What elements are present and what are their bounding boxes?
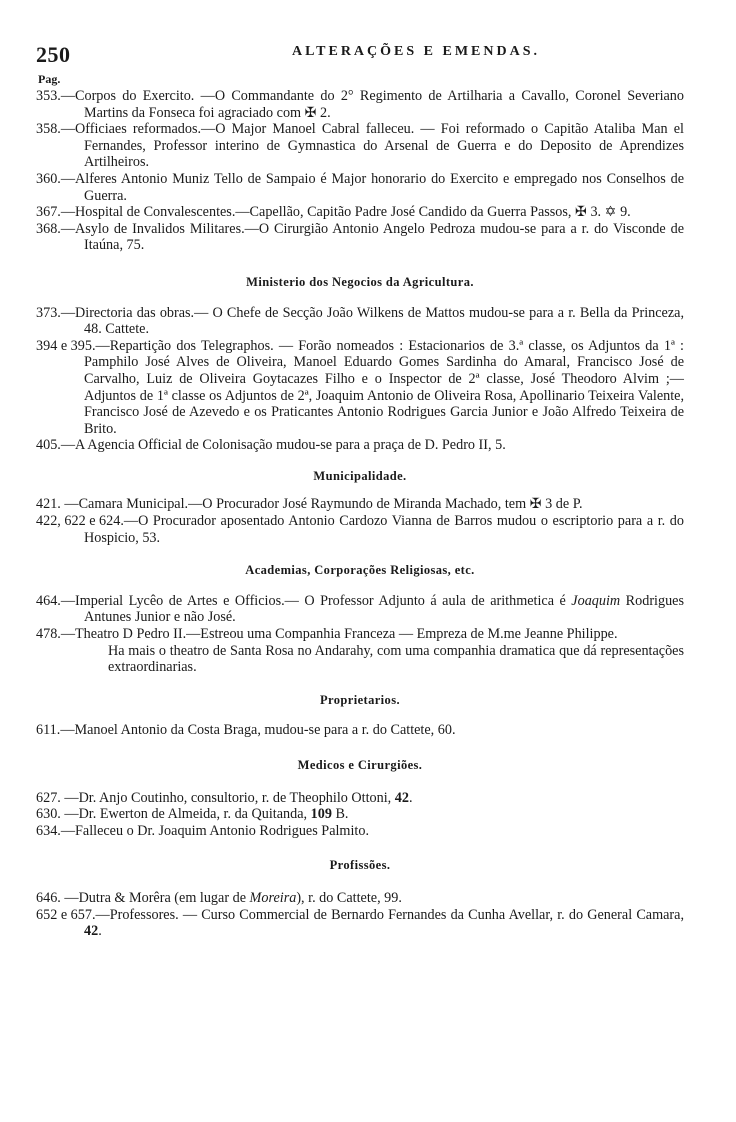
entry-text: —Manoel Antonio da Costa Braga, mudou-se para a r. do Cattete, 60.: [60, 722, 456, 739]
entry-number: 367.: [36, 204, 61, 221]
entry-number: 353.: [36, 88, 61, 104]
entry-number: 394 e 395.: [36, 337, 96, 354]
entry-number: 360.: [36, 170, 61, 187]
entry-394-395: [36, 338, 684, 438]
section-heading-agricultura: Ministerio dos Negocios da Agricultura.: [246, 274, 474, 289]
entry-text-bold: 42: [84, 923, 99, 940]
entry-368: [36, 221, 684, 254]
entry-652-657: [36, 907, 684, 940]
entry-text: —Repartição dos Telegraphos. — Forão nomeados : Estacionarios de 3.ª classe, os Adjuntos da 1ª : Pamphilo José Alves de Oliveira, Manoel Eduardo Gomes Sardinha do Amaral, Francisco José de Carvalho, Luiz de Oliveira Goytacazes Filho e o Inspector de 2ª classe, José Theodoro Alvim ;—Adjuntos de 1ª classe os Adjuntos de 2ª, Joaquim Antonio de Oliveira Rosa, Apollinario Teixeira Valente, Francisco José de Azevedo e os Praticantes Antonio Rodrigues Garcia Junior e João Alfredo Teixeira de Brito.: [84, 337, 684, 437]
entry-373: [36, 305, 684, 338]
entry-number: 630.: [36, 806, 61, 823]
entry-630: [36, 806, 684, 823]
entry-number: 464.: [36, 592, 61, 609]
entry-text: ), r. do Cattete, 99.: [296, 889, 402, 906]
entry-number: 368.: [36, 220, 61, 237]
entry-text: —Professores. — Curso Commercial de Bernardo Fernandes da Cunha Avellar, r. do General Camara,: [95, 906, 684, 923]
section-heading-academias: Academias, Corporações Religiosas, etc.: [245, 563, 475, 578]
page-header: [36, 40, 696, 70]
entry-text: —Dr. Anjo Coutinho, consultorio, r. de Theophilo Ottoni,: [60, 789, 395, 806]
running-title: ALTERAÇÕES E EMENDAS.: [291, 44, 541, 59]
entry-text: —Corpos do Exercito. —O Commandante do 2° Regimento de Artilharia a Cavallo, Coronel Severiano Martins da Fonseca foi agraciado com ✠ 2.: [60, 88, 684, 121]
entry-353: [36, 88, 684, 121]
entry-text: —A Agencia Official de Colonisação mudou-se para a praça de D. Pedro II, 5.: [60, 437, 506, 454]
entry-text: —Theatro D Pedro II.—Estreou uma Companhia Franceza — Empreza de M.me Jeanne Philippe.: [60, 626, 618, 643]
entry-text: —Directoria das obras.— O Chefe de Secção João Wilkens de Mattos mudou-se para a r. Bella da Princeza, 48. Cattete.: [60, 304, 684, 338]
entry-text-italic: Moreira: [249, 889, 297, 906]
entry-number: 634.: [36, 822, 61, 839]
entry-634: [36, 823, 684, 840]
entry-number: 405.: [36, 437, 61, 454]
entry-number: 358.: [36, 121, 61, 138]
entry-text: —Alferes Antonio Muniz Tello de Sampaio é Major honorario do Exercito e empregado nos Conselhos de Guerra.: [60, 170, 684, 204]
entry-text: —Dutra & Morêra (em lugar de: [60, 889, 250, 906]
entry-421: [36, 496, 684, 513]
entry-text: .: [98, 923, 102, 940]
entry-text-bold: 109: [310, 806, 332, 823]
entry-text: —O Procurador aposentado Antonio Cardozo Vianna de Barros mudou o escriptorio para a r. do Hospicio, 53.: [84, 513, 684, 546]
pag-label: Pag.: [38, 72, 61, 86]
entry-number: 611.: [36, 722, 61, 739]
entry-text: —Dr. Ewerton de Almeida, r. da Quitanda,: [60, 806, 311, 823]
entry-text-bold: 42: [394, 789, 409, 806]
entry-358: [36, 121, 684, 171]
entry-646: [36, 890, 684, 907]
entry-367: [36, 204, 684, 221]
entry-text: —Asylo de Invalidos Militares.—O Cirurgião Antonio Angelo Pedroza mudou-se para a r. do Visconde de Itaúna, 75.: [60, 220, 684, 254]
entry-478-note: Ha mais o theatro de Santa Rosa no Andarahy, com uma companhia dramatica que dá representações extraordinarias.: [108, 642, 684, 676]
section-heading-profissoes: Profissões.: [329, 858, 391, 873]
section-heading-proprietarios: Proprietarios.: [319, 692, 400, 707]
entry-number: 422, 622 e 624.: [36, 513, 124, 530]
entry-text: Rodrigues Antunes Junior e não José.: [84, 592, 684, 626]
entry-text: —Camara Municipal.—O Procurador José Raymundo de Miranda Machado, tem ✠ 3 de P.: [60, 496, 583, 513]
section-heading-municipalidade: Municipalidade.: [313, 468, 407, 483]
entry-422-622-624: [36, 513, 684, 546]
entry-text: —Hospital de Convalescentes.—Capellão, Capitão Padre José Candido da Guerra Passos, ✠ 3. ✡ 9.: [60, 204, 631, 221]
entry-478: [36, 626, 684, 643]
page-content: [36, 88, 684, 940]
entry-611: [36, 722, 684, 739]
entry-627: [36, 790, 684, 807]
entry-text: B.: [331, 806, 349, 823]
entry-number: 373.: [36, 304, 61, 321]
entry-number: 652 e 657.: [36, 906, 96, 923]
entry-number: 627.: [36, 789, 61, 806]
entry-text-italic: Joaquim: [571, 592, 621, 609]
page-number: 250: [36, 42, 71, 67]
entry-number: 646.: [36, 889, 61, 906]
entry-number: 478.: [36, 626, 61, 643]
entry-464: [36, 593, 684, 626]
entry-text: —Officiaes reformados.—O Major Manoel Cabral falleceu. — Foi reformado o Capitão Ataliba Man el Fernandes, Professor interino de Gymnastica do Arsenal de Guerra e do Deposito de Aprendizes Artilheiros.: [60, 121, 684, 171]
entry-text: .: [408, 789, 413, 806]
entry-text: —Falleceu o Dr. Joaquim Antonio Rodrigues Palmito.: [60, 822, 369, 839]
entry-number: 421.: [36, 496, 61, 513]
section-heading-medicos: Medicos e Cirurgiões.: [297, 758, 423, 772]
entry-405: [36, 437, 684, 454]
entry-360: [36, 171, 684, 204]
entry-text: —Imperial Lycêo de Artes e Officios.— O Professor Adjunto á aula de arithmetica é: [60, 592, 572, 609]
